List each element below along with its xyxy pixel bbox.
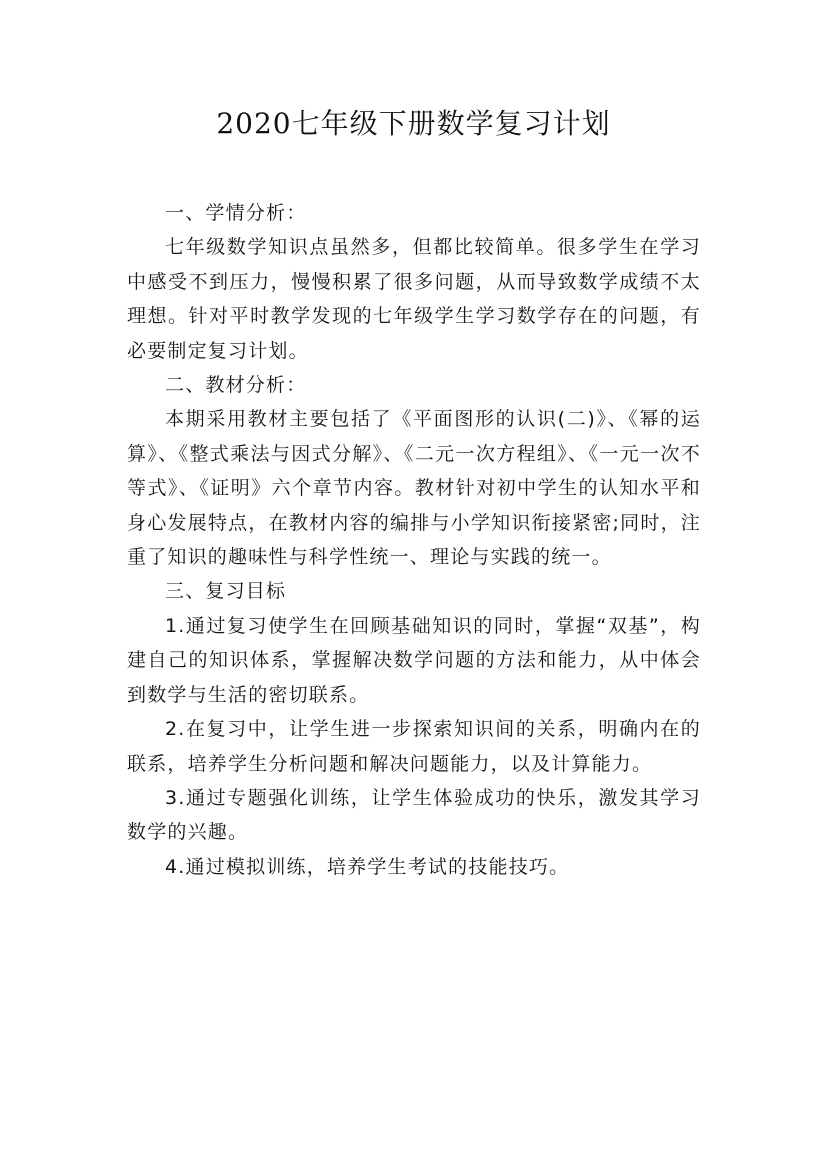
goal-item-3: 3.通过专题强化训练，让学生体验成功的快乐，激发其学习数学的兴趣。 [127,786,701,844]
document-title: 2020七年级下册数学复习计划 [216,107,611,140]
goal-item-4: 4.通过模拟训练，培养学生考试的技能技巧。 [165,855,570,878]
paragraph-learning-analysis: 七年级数学知识点虽然多，但都比较简单。很多学生在学习中感受不到压力，慢慢积累了很多问题，从而导致数学成绩不太理想。针对平时教学发现的七年级学生学习数学存在的问题，有必要制定复习计划。 [127,236,701,362]
section-heading-textbook-analysis: 二、教材分析： [165,374,307,397]
goal-item-2: 2.在复习中，让学生进一步探索知识间的关系，明确内在的联系，培养学生分析问题和解决问题能力，以及计算能力。 [127,718,701,775]
section-heading-review-goals: 三、复习目标 [165,580,287,603]
document-body [127,196,701,884]
section-heading-learning-analysis: 一、学情分析： [165,202,307,224]
paragraph-textbook-analysis: 本期采用教材主要包括了《平面图形的认识(二)》、《幂的运算》、《整式乘法与因式分解》、《二元一次方程组》、《一元一次不等式》、《证明》六个章节内容。教材针对初中学生的认知水平和身心发展特点，在教材内容的编排与小学知识衔接紧密;同时，注重了知识的趣味性与科学性统一、理论与实践的统一。 [127,408,701,569]
goal-item-1: 1.通过复习使学生在回顾基础知识的同时，掌握“双基”，构建自己的知识体系，掌握解决数学问题的方法和能力，从中体会到数学与生活的密切联系。 [127,614,701,706]
